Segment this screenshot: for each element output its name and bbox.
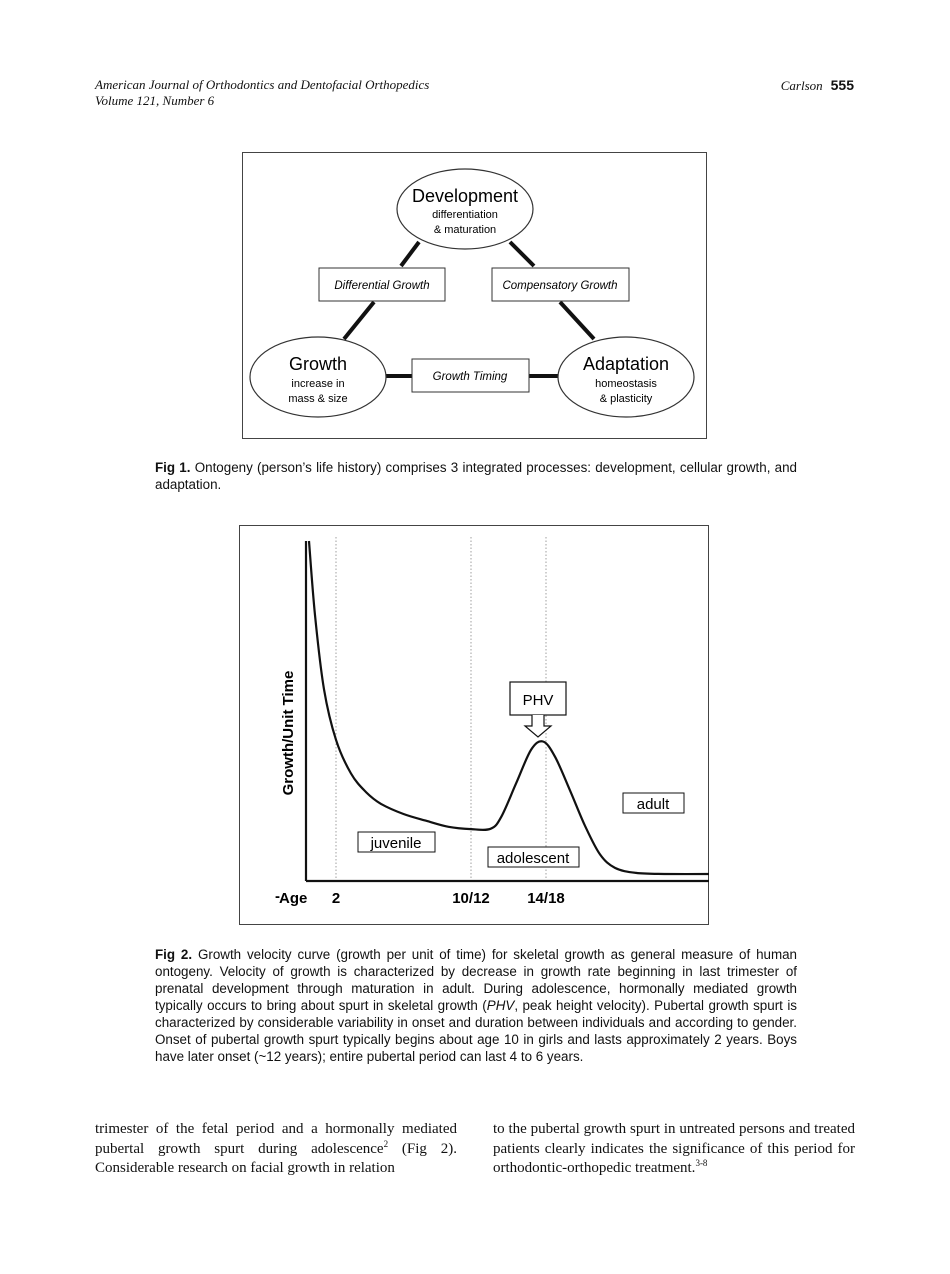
figure-2-caption-text-2: , peak height velocity). Pubertal growth spurt is characterized by considerable variability in onset and duration between individuals and according to gender. Onset of pubertal growth spurt typically begins about age 10 in girls and lasts approximately 2 years. Boys have later onset (~12 years); entire pubertal period can last 4 to 6 years. — [155, 998, 797, 1064]
x-tick-label: 14/18 — [527, 890, 565, 907]
body-column-right — [493, 1120, 855, 1179]
body-right-ref: 3-8 — [695, 1158, 708, 1168]
figure-2-caption-phv: PHV — [486, 998, 515, 1013]
growth-node — [250, 337, 386, 417]
compensatory-growth-label: Compensatory Growth — [502, 280, 618, 292]
growth-title: Growth — [288, 354, 348, 374]
body-right-text: to the pubertal growth spurt in untreated persons and treated patients clearly indicates the significance of this period for orthodontic-orthopedic treatment. — [493, 1121, 855, 1176]
x-axis-label: Age — [279, 890, 308, 907]
body-column-left — [95, 1120, 457, 1179]
figure-2-caption-text-1: Growth velocity curve (growth per unit of time) for skeletal growth as general measure of human ontogeny. Velocity of growth is characterized by decrease in growth rate beginning in last trimester of prenatal development through maturation in adult. During adolescence, hormonally mediated growth typically occurs to bring about spurt in skeletal growth ( — [155, 947, 798, 1013]
body-left-text-2: (Fig 2). Considerable research on facial growth in relation — [95, 1140, 457, 1176]
adaptation-subtitle-1: homeostasis — [595, 378, 657, 390]
figure-2-caption — [155, 946, 797, 1065]
figure-1-caption — [155, 459, 797, 493]
figure-1-label: Fig 1. — [155, 460, 191, 475]
adult-label: adult — [636, 796, 670, 813]
journal-title: American Journal of Orthodontics and Dentofacial Orthopedics — [95, 77, 430, 92]
page-number: 555 — [830, 77, 854, 93]
x-tick-label: 2 — [331, 890, 341, 907]
adaptation-node — [558, 337, 694, 417]
differential-growth-label: Differential Growth — [334, 280, 430, 292]
figure-1-diagram — [242, 152, 707, 439]
figure-2-label: Fig 2. — [155, 947, 193, 962]
juvenile-label: juvenile — [370, 835, 422, 852]
phv-label: PHV — [522, 692, 554, 709]
growth-subtitle-1: increase in — [291, 378, 345, 390]
author-name: Carlson — [780, 78, 823, 93]
adaptation-subtitle-2: & plasticity — [599, 393, 653, 405]
running-head-journal — [95, 77, 429, 109]
x-axis-dash: - — [275, 888, 280, 905]
body-left-text-1: trimester of the fetal period and a hormonally mediated pubertal growth spurt during adolescence — [95, 1121, 457, 1157]
body-left-ref: 2 — [383, 1138, 389, 1149]
growth-subtitle-2: mass & size — [288, 393, 348, 405]
figure-2-frame — [240, 526, 709, 925]
x-tick-label: 10/12 — [452, 890, 490, 907]
growth-timing-label: Growth Timing — [432, 371, 508, 383]
development-subtitle-1: differentiation — [432, 209, 498, 221]
adaptation-title: Adaptation — [582, 354, 670, 374]
figure-2-chart — [239, 525, 709, 925]
development-subtitle-2: & maturation — [433, 224, 497, 236]
figure-1-caption-text: Ontogeny (person’s life history) comprises 3 integrated processes: development, cellular growth, and adaptation. — [155, 460, 797, 492]
journal-volume: Volume 121, Number 6 — [95, 93, 215, 108]
development-title: Development — [411, 186, 519, 206]
adolescent-label: adolescent — [496, 850, 570, 867]
running-head-page — [781, 77, 854, 94]
y-axis-label: Growth/Unit Time — [280, 670, 297, 796]
